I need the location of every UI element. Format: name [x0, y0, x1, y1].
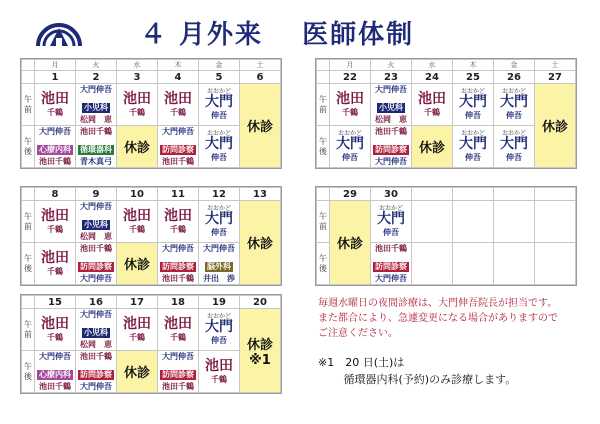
- weekday-label: 火: [371, 60, 412, 71]
- pm-slot: [199, 126, 240, 168]
- doctor-given-name: 伸吾: [211, 153, 227, 162]
- date-number: 25: [453, 71, 494, 84]
- date-number: 26: [494, 71, 535, 84]
- doctor-given-name: 伸吾: [506, 111, 522, 120]
- doctor-name: 池田千鶴: [80, 352, 112, 361]
- am-slot: [494, 84, 535, 126]
- doctor-name: 池田千鶴: [80, 244, 112, 253]
- doctor-name: 松岡 恵: [80, 232, 112, 241]
- doctor-name: 池田千鶴: [39, 157, 71, 166]
- doctor-name: 池田: [41, 207, 69, 224]
- row-label-am: 午 前: [22, 84, 35, 126]
- ruby-text: おおかど: [501, 88, 526, 95]
- doctor-name: 大門: [205, 94, 233, 110]
- dept-tag: 訪問診察: [162, 370, 194, 379]
- row-label-am: 午 前: [22, 309, 35, 351]
- doctor-given-name: 千鶴: [170, 224, 186, 234]
- doctor-name: 松岡 恵: [80, 115, 112, 124]
- pm-slot: [35, 351, 76, 393]
- pm-slot: [199, 351, 240, 393]
- doctor-name: 池田: [41, 315, 69, 332]
- am-slot: [453, 84, 494, 126]
- doctor-name: 池田: [41, 90, 69, 107]
- doctor-name: 池田千鶴: [162, 382, 194, 391]
- holiday-cell: 休診: [412, 126, 453, 168]
- doctor-given-name: 伸吾: [342, 153, 358, 162]
- row-label-pm: 午 後: [317, 126, 330, 168]
- doctor-name: 池田: [123, 90, 151, 107]
- am-slot: [371, 84, 412, 126]
- doctor-name: 大門: [377, 211, 405, 227]
- doctor-name: 池田: [164, 207, 192, 224]
- ruby-text: おおかど: [337, 130, 362, 137]
- date-number: 6: [240, 71, 281, 84]
- date-number: 17: [117, 296, 158, 309]
- date-number: 9: [76, 188, 117, 201]
- doctor-name: 大門: [205, 319, 233, 335]
- doctor-given-name: 伸吾: [506, 153, 522, 162]
- row-label-am: 午 前: [317, 84, 330, 126]
- ruby-text: おおかど: [460, 130, 485, 137]
- doctor-given-name: 千鶴: [170, 332, 186, 342]
- doctor-given-name: 千鶴: [129, 224, 145, 234]
- doctor-given-name: 伸吾: [211, 111, 227, 120]
- doctor-given-name: 千鶴: [47, 224, 63, 234]
- weekday-label: 火: [76, 60, 117, 71]
- am-slot: [117, 201, 158, 243]
- doctor-name: 大門伸吾: [162, 352, 194, 361]
- pm-slot: [199, 243, 240, 285]
- ruby-text: おおかど: [206, 130, 231, 137]
- weekday-label: 金: [494, 60, 535, 71]
- doctor-name: 大門: [336, 136, 364, 152]
- dept-tag: 心療内科: [39, 370, 71, 379]
- doctor-given-name: 伸吾: [465, 153, 481, 162]
- calendar-week-1: [20, 58, 282, 169]
- doctor-name: 大門: [459, 136, 487, 152]
- weekday-label: 水: [412, 60, 453, 71]
- dept-tag: 小児科: [379, 103, 403, 112]
- row-label-pm: 午 後: [22, 351, 35, 393]
- am-slot: [117, 84, 158, 126]
- dept-tag: 循環器科: [80, 145, 112, 154]
- dept-tag: 訪問診察: [80, 262, 112, 271]
- holiday-cell: 休診: [240, 201, 281, 285]
- doctor-name: 池田千鶴: [39, 382, 71, 391]
- doctor-name: 大門伸吾: [375, 85, 407, 94]
- pm-slot: [158, 243, 199, 285]
- am-slot: [330, 84, 371, 126]
- doctor-name: 池田千鶴: [375, 244, 407, 253]
- doctor-name: 大門伸吾: [80, 202, 112, 211]
- date-number: 22: [330, 71, 371, 84]
- doctor-name: 大門伸吾: [203, 244, 235, 253]
- pm-slot: [76, 243, 117, 285]
- doctor-name: 大門伸吾: [375, 157, 407, 166]
- pm-slot: [330, 126, 371, 168]
- doctor-name: 大門: [459, 94, 487, 110]
- am-slot: [76, 201, 117, 243]
- doctor-given-name: 千鶴: [170, 107, 186, 117]
- holiday-cell: 休診: [330, 201, 371, 285]
- date-number: 18: [158, 296, 199, 309]
- weekday-label: 金: [199, 60, 240, 71]
- am-slot: [371, 201, 412, 243]
- doctor-name: 青木真弓: [80, 157, 112, 166]
- weekday-label: 土: [240, 60, 281, 71]
- row-label-pm: 午 後: [22, 243, 35, 285]
- date-number: 30: [371, 188, 412, 201]
- pm-slot: [494, 126, 535, 168]
- doctor-name: 大門: [205, 136, 233, 152]
- holiday-cell: 休診: [240, 84, 281, 168]
- date-number: 13: [240, 188, 281, 201]
- pm-slot: [76, 351, 117, 393]
- date-number: 2: [76, 71, 117, 84]
- pm-slot: [35, 243, 76, 285]
- date-number: 16: [76, 296, 117, 309]
- calendar-week-2: [20, 186, 282, 286]
- dept-tag: 訪問診察: [375, 262, 407, 271]
- doctor-name: 池田: [123, 315, 151, 332]
- doctor-name: 大門伸吾: [39, 127, 71, 136]
- notice-text: 毎週水曜日の夜間診療は、大門伸吾院長が担当です。 また都合により、急遽変更になる場合がありますので ご注意ください。: [318, 298, 558, 339]
- doctor-name: 大門伸吾: [80, 310, 112, 319]
- doctor-name: 大門伸吾: [80, 85, 112, 94]
- date-number: 4: [158, 71, 199, 84]
- pm-slot: [371, 243, 412, 285]
- am-slot: [35, 201, 76, 243]
- doctor-name: 大門: [500, 94, 528, 110]
- holiday-cell: 休診: [535, 84, 576, 168]
- weekday-label: 月: [330, 60, 371, 71]
- date-number: 1: [35, 71, 76, 84]
- doctor-name: 大門: [500, 136, 528, 152]
- dept-tag: 小児科: [84, 220, 108, 229]
- dept-tag: 脳外科: [207, 262, 231, 271]
- doctor-given-name: 千鶴: [47, 107, 63, 117]
- date-number: 10: [117, 188, 158, 201]
- weekday-label: 水: [117, 60, 158, 71]
- doctor-name: 池田千鶴: [162, 157, 194, 166]
- doctor-name: 大門伸吾: [80, 274, 112, 283]
- date-number: 19: [199, 296, 240, 309]
- holiday-cell: 休診: [117, 126, 158, 168]
- row-label-am: 午 前: [317, 201, 330, 243]
- doctor-given-name: 千鶴: [211, 374, 227, 384]
- am-slot: [35, 309, 76, 351]
- ruby-text: おおかど: [460, 88, 485, 95]
- holiday-cell: 休診: [117, 351, 158, 393]
- footnote-text: ※1 20 日(土)は 循環器内科(予約)のみ診療します。: [318, 356, 517, 386]
- doctor-name: 池田: [336, 90, 364, 107]
- ruby-text: おおかど: [206, 88, 231, 95]
- date-number: 15: [35, 296, 76, 309]
- dept-tag: 訪問診察: [162, 262, 194, 271]
- date-number: 5: [199, 71, 240, 84]
- weekday-label: 月: [35, 60, 76, 71]
- doctor-name: 池田千鶴: [80, 127, 112, 136]
- am-slot: [199, 201, 240, 243]
- dept-tag: 心療内科: [39, 145, 71, 154]
- am-slot: [76, 84, 117, 126]
- am-slot: [117, 309, 158, 351]
- doctor-name: 大門: [205, 211, 233, 227]
- doctor-name: 井出 渉: [203, 274, 235, 283]
- dept-tag: 小児科: [84, 103, 108, 112]
- doctor-name: 池田: [41, 249, 69, 266]
- date-number: 29: [330, 188, 371, 201]
- row-label-am: 午 前: [22, 201, 35, 243]
- doctor-name: 大門伸吾: [162, 127, 194, 136]
- dept-tag: 小児科: [84, 328, 108, 337]
- date-number: 3: [117, 71, 158, 84]
- dept-tag: 訪問診察: [375, 145, 407, 154]
- row-label-pm: 午 後: [317, 243, 330, 285]
- pm-slot: [158, 351, 199, 393]
- holiday-cell: 休診: [117, 243, 158, 285]
- calendar-week-5: [315, 186, 577, 286]
- am-slot: [158, 201, 199, 243]
- doctor-name: 大門伸吾: [162, 244, 194, 253]
- doctor-name: 池田: [164, 90, 192, 107]
- doctor-given-name: 千鶴: [129, 107, 145, 117]
- doctor-given-name: 伸吾: [465, 111, 481, 120]
- doctor-name: 池田: [205, 357, 233, 374]
- dept-tag: 訪問診察: [162, 145, 194, 154]
- pm-slot: [76, 126, 117, 168]
- doctor-name: 大門伸吾: [80, 382, 112, 391]
- doctor-given-name: 千鶴: [424, 107, 440, 117]
- date-number: 23: [371, 71, 412, 84]
- holiday-cell: 休診 ※1: [240, 309, 281, 393]
- doctor-given-name: 千鶴: [342, 107, 358, 117]
- date-number: 11: [158, 188, 199, 201]
- doctor-name: 池田千鶴: [375, 127, 407, 136]
- doctor-given-name: 伸吾: [383, 228, 399, 237]
- ruby-text: おおかど: [501, 130, 526, 137]
- doctor-given-name: 千鶴: [47, 266, 63, 276]
- doctor-name: 池田千鶴: [162, 274, 194, 283]
- doctor-given-name: 千鶴: [47, 332, 63, 342]
- am-slot: [76, 309, 117, 351]
- doctor-given-name: 千鶴: [129, 332, 145, 342]
- weekday-label: 土: [535, 60, 576, 71]
- ruby-text: おおかど: [378, 205, 403, 212]
- calendar-week-4: [315, 58, 577, 169]
- am-slot: [158, 309, 199, 351]
- pm-slot: [453, 126, 494, 168]
- doctor-name: 大門伸吾: [39, 352, 71, 361]
- pm-slot: [158, 126, 199, 168]
- doctor-name: 池田: [418, 90, 446, 107]
- pm-slot: [35, 126, 76, 168]
- weekday-label: 木: [453, 60, 494, 71]
- doctor-name: 松岡 恵: [375, 115, 407, 124]
- clinic-logo: [34, 16, 84, 48]
- calendar-week-3: [20, 294, 282, 394]
- page-title: ４ 月外来 医師体制: [140, 20, 415, 50]
- doctor-given-name: 伸吾: [211, 228, 227, 237]
- row-label-pm: 午 後: [22, 126, 35, 168]
- doctor-name: 松岡 恵: [80, 340, 112, 349]
- ruby-text: おおかど: [206, 313, 231, 320]
- weekday-label: 木: [158, 60, 199, 71]
- am-slot: [158, 84, 199, 126]
- doctor-name: 池田: [123, 207, 151, 224]
- date-number: 8: [35, 188, 76, 201]
- am-slot: [199, 309, 240, 351]
- date-number: 27: [535, 71, 576, 84]
- date-number: 12: [199, 188, 240, 201]
- dept-tag: 訪問診察: [80, 370, 112, 379]
- doctor-name: 池田: [164, 315, 192, 332]
- am-slot: [35, 84, 76, 126]
- doctor-name: 大門伸吾: [375, 274, 407, 283]
- am-slot: [199, 84, 240, 126]
- am-slot: [412, 84, 453, 126]
- date-number: 24: [412, 71, 453, 84]
- doctor-given-name: 伸吾: [211, 336, 227, 345]
- ruby-text: おおかど: [206, 205, 231, 212]
- pm-slot: [371, 126, 412, 168]
- date-number: 20: [240, 296, 281, 309]
